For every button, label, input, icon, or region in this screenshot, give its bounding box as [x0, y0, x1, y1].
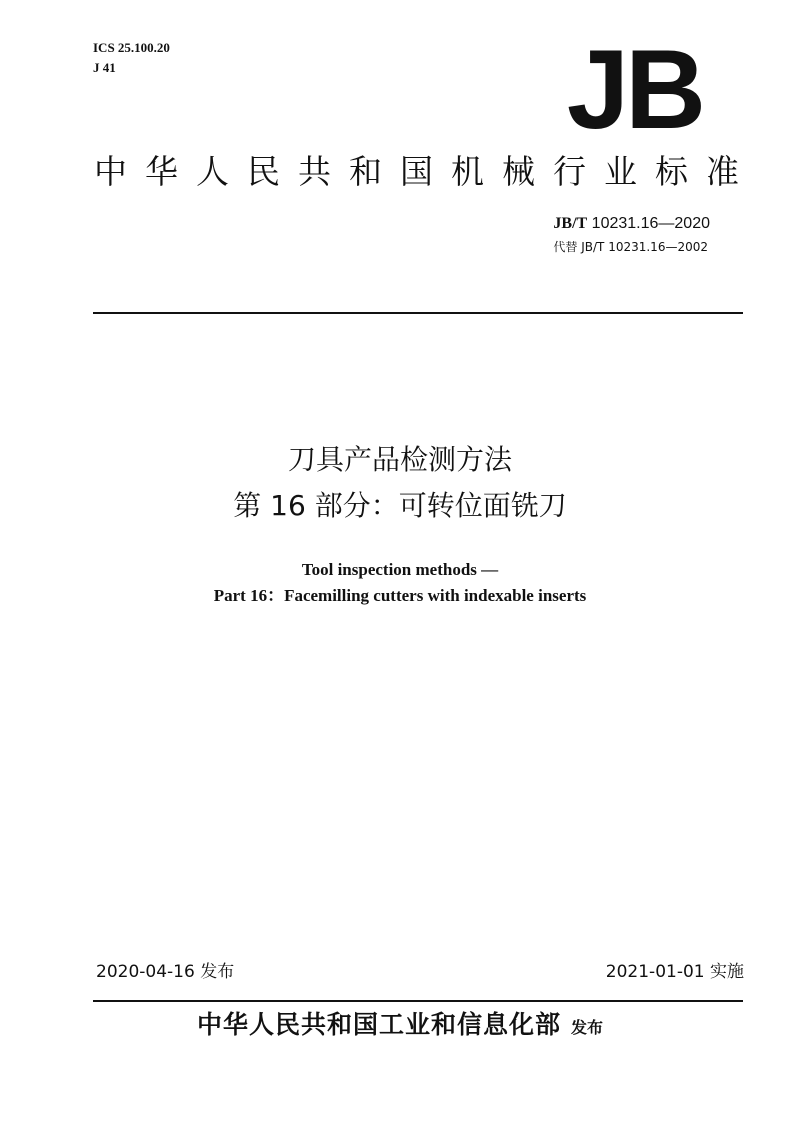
ics-code: ICS 25.100.20	[93, 40, 170, 55]
classification-code: J 41	[93, 60, 116, 75]
document-title-en-line2: Part 16：Facemilling cutters with indexable inserts	[213, 586, 587, 605]
jb-logo: JB	[566, 27, 702, 152]
issuer-line	[0, 1008, 800, 1045]
standard-code-number: 10231.16—2020	[591, 215, 710, 232]
top-divider	[93, 312, 743, 314]
issue-date: 2020-04-16 发布	[96, 962, 235, 982]
bottom-divider	[93, 1000, 743, 1002]
document-title-en-line1: Tool inspection methods —	[301, 560, 499, 579]
standard-code-prefix: JB/T	[553, 215, 588, 232]
issuer-verb: 发布	[571, 1018, 604, 1037]
document-title-cn-line2: 第 16 部分：可转位面铣刀	[233, 489, 567, 522]
standard-code	[553, 214, 710, 234]
standard-title: 中华人民共和国机械行业标准	[94, 152, 757, 191]
replaces-note: 代替 JB/T 10231.16—2002	[553, 240, 708, 254]
document-title-cn-line1: 刀具产品检测方法	[287, 443, 512, 476]
issuer-name: 中华人民共和国工业和信息化部	[196, 1010, 561, 1039]
effective-date: 2021-01-01 实施	[605, 962, 744, 982]
